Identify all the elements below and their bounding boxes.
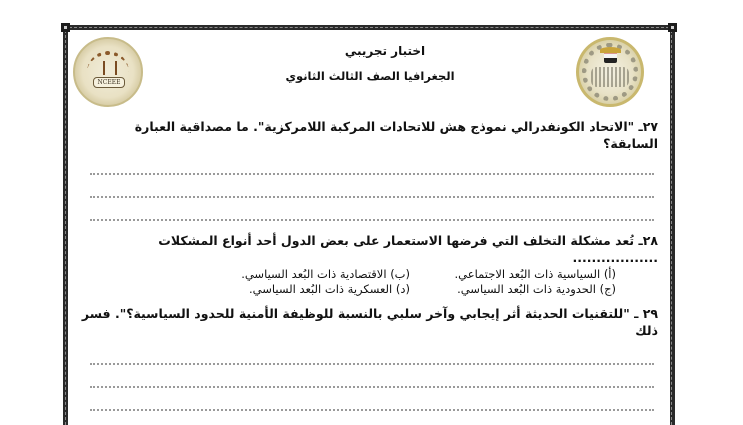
border-corner-left	[61, 23, 70, 32]
logo-pillar-icon	[103, 61, 117, 75]
border-inner-left	[65, 30, 67, 425]
question-29-answer-area[interactable]	[82, 345, 656, 414]
question-28	[80, 232, 658, 297]
answer-line[interactable]	[90, 155, 654, 175]
option-d[interactable]: (د) العسكرية ذات البُعد السياسي.	[249, 282, 410, 296]
option-b[interactable]: (ب) الاقتصادية ذات البُعد السياسي.	[241, 267, 410, 281]
answer-line[interactable]	[90, 391, 654, 411]
border-corner-right	[668, 23, 677, 32]
answer-line[interactable]	[90, 368, 654, 388]
question-27	[80, 118, 658, 152]
option-c[interactable]: (ج) الحدودية ذات البُعد السياسي.	[457, 282, 616, 296]
exam-header	[200, 42, 540, 85]
border-inner-right	[671, 30, 673, 425]
question-29	[80, 305, 658, 339]
answer-line[interactable]	[90, 201, 654, 221]
answer-line[interactable]	[90, 345, 654, 365]
nceee-logo	[73, 37, 143, 107]
option-a[interactable]: (أ) السياسية ذات البُعد الاجتماعي.	[454, 267, 616, 281]
exam-title: اختبار تجريبي	[344, 44, 426, 58]
question-28-options	[80, 267, 616, 297]
ministry-of-education-logo	[576, 37, 644, 107]
egypt-eagle-icon	[604, 49, 617, 63]
question-29-text: ٢٩ ـ "للتقنيات الحديثة أثر إيجابي وآخر سلبي بالنسبة للوظيفة الأمنية للحدود السياسية؟". فسر ذلك	[81, 306, 658, 338]
logo-ribbon-text: NCEEE	[93, 77, 125, 88]
question-27-answer-area[interactable]	[82, 155, 656, 224]
logo-calligraphy-icon	[591, 67, 629, 87]
exam-subtitle: الجغرافيا الصف الثالث الثانوي	[285, 69, 455, 83]
answer-line[interactable]	[90, 178, 654, 198]
question-28-text: ٢٨ـ تُعد مشكلة التخلف التي فرضها الاستعمار على بعض الدول أحد أنواع المشكلات ..................	[158, 233, 658, 265]
question-27-text: ٢٧ـ "الاتحاد الكونفدرالي نموذج هش للاتحادات المركبة اللامركزية". ما مصداقية العبارة السابقة؟	[134, 119, 658, 151]
